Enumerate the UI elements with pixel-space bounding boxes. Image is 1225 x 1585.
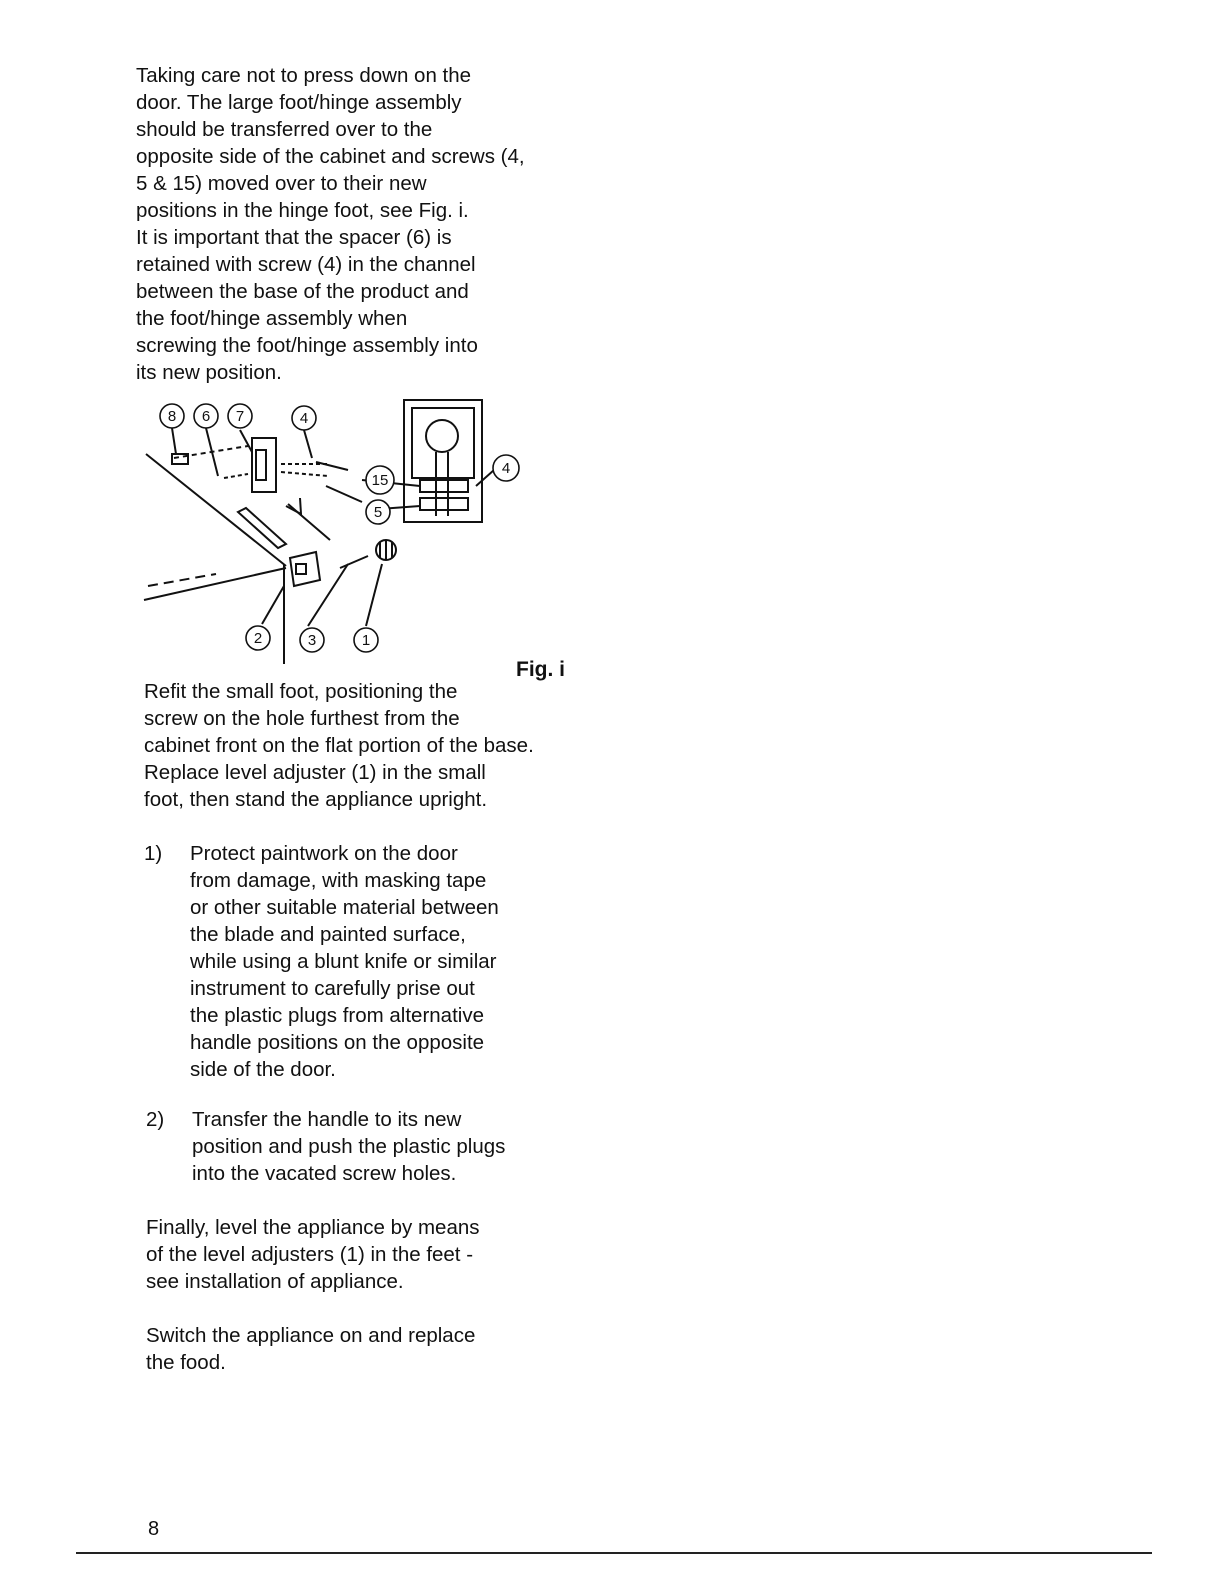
text-line: It is important that the spacer (6) is — [136, 226, 452, 249]
footer-rule — [76, 1552, 1152, 1554]
text-line: from damage, with masking tape — [190, 869, 487, 892]
callout-7 — [228, 404, 252, 428]
text-line: screwing the foot/hinge assembly into — [136, 334, 478, 357]
alignment-dash — [281, 472, 328, 476]
text-line: of the level adjusters (1) in the feet - — [146, 1243, 474, 1266]
text-line: should be transferred over to the — [136, 118, 433, 141]
callout-2 — [246, 626, 270, 650]
hinge-bar — [420, 498, 468, 510]
finally-paragraph — [146, 1214, 480, 1295]
small-foot-hole — [296, 564, 306, 574]
text-line: or other suitable material between — [190, 896, 499, 919]
leader-line — [304, 430, 312, 458]
text-line: screw on the hole furthest from the — [144, 707, 460, 730]
transfer-arrow-shaft — [288, 504, 330, 540]
text-line: Protect paintwork on the door — [190, 842, 458, 865]
switch-on-paragraph — [146, 1322, 475, 1376]
callout-label: 15 — [371, 472, 389, 489]
step-text — [190, 840, 499, 1083]
text-line: Taking care not to press down on the — [136, 64, 472, 87]
step-number: 1) — [144, 842, 163, 865]
text-line: see installation of appliance. — [146, 1270, 404, 1293]
text-line: Refit the small foot, positioning the — [144, 680, 458, 703]
text-line: the food. — [146, 1351, 226, 1374]
callout-15 — [366, 466, 394, 494]
leader-line — [366, 564, 382, 626]
screw-part — [316, 462, 348, 470]
text-line: Switch the appliance on and replace — [146, 1324, 476, 1347]
text-line: between the base of the product and — [136, 280, 469, 303]
callout-4-right — [493, 455, 519, 481]
text-line: Finally, level the appliance by means — [146, 1216, 480, 1239]
large-hinge-slot — [256, 450, 266, 480]
text-line: 5 & 15) moved over to their new — [136, 172, 427, 195]
hinge-pivot-circle — [426, 420, 458, 452]
text-line: cabinet front on the flat portion of the base. — [144, 734, 534, 757]
step-number: 2) — [146, 1108, 165, 1131]
callout-label: 6 — [201, 408, 211, 425]
leader-line — [326, 486, 362, 502]
text-line: Transfer the handle to its new — [192, 1108, 462, 1131]
callout-label: 1 — [361, 632, 371, 649]
hinge-bar — [420, 480, 468, 492]
cabinet-base-line — [144, 568, 286, 600]
callout-label: 2 — [253, 630, 263, 647]
text-line: Replace level adjuster (1) in the small — [144, 761, 486, 784]
text-line: the plastic plugs from alternative — [190, 1004, 484, 1027]
callout-3 — [300, 628, 324, 652]
text-line: door. The large foot/hinge assembly — [136, 91, 462, 114]
text-line: the foot/hinge assembly when — [136, 307, 408, 330]
leader-line — [308, 564, 348, 626]
alignment-dash — [224, 474, 248, 478]
text-line: while using a blunt knife or similar — [190, 950, 497, 973]
hinge-assembly-diagram — [136, 396, 576, 666]
figure-caption: Fig. i — [516, 658, 565, 681]
transfer-arrow — [238, 508, 286, 548]
text-line: positions in the hinge foot, see Fig. i. — [136, 199, 469, 222]
hinge-plate-inner — [412, 408, 474, 478]
leader-line — [262, 586, 284, 624]
leader-line — [172, 428, 176, 454]
callout-6 — [194, 404, 218, 428]
text-line: opposite side of the cabinet and screws (4, — [136, 145, 525, 168]
refit-paragraph — [144, 678, 534, 813]
callout-8 — [160, 404, 184, 428]
step-text — [192, 1106, 505, 1187]
callout-label: 4 — [501, 460, 511, 477]
callout-4-top — [292, 406, 316, 430]
hinge-plate-outline — [404, 400, 482, 522]
callout-label: 8 — [167, 408, 177, 425]
transfer-arrow-head — [286, 498, 301, 514]
page-number: 8 — [148, 1518, 160, 1540]
callout-label: 5 — [373, 504, 383, 521]
leader-line — [476, 470, 494, 486]
small-foot-screw — [340, 556, 368, 568]
callout-label: 3 — [307, 632, 317, 649]
leader-line — [240, 430, 252, 452]
text-line: the blade and painted surface, — [190, 923, 466, 946]
text-line: retained with screw (4) in the channel — [136, 253, 476, 276]
callout-1 — [354, 628, 378, 652]
text-line: handle positions on the opposite — [190, 1031, 485, 1054]
text-line: side of the door. — [190, 1058, 336, 1081]
callout-label: 7 — [235, 408, 245, 425]
text-line: its new position. — [136, 361, 282, 384]
callout-label: 4 — [299, 410, 309, 427]
text-line: into the vacated screw holes. — [192, 1162, 457, 1185]
text-line: position and push the plastic plugs — [192, 1135, 506, 1158]
text-line: foot, then stand the appliance upright. — [144, 788, 488, 811]
text-line: instrument to carefully prise out — [190, 977, 475, 1000]
callout-5 — [366, 500, 390, 524]
leader-line — [206, 428, 218, 476]
intro-paragraph — [136, 62, 525, 386]
hidden-edge-line — [148, 574, 216, 586]
